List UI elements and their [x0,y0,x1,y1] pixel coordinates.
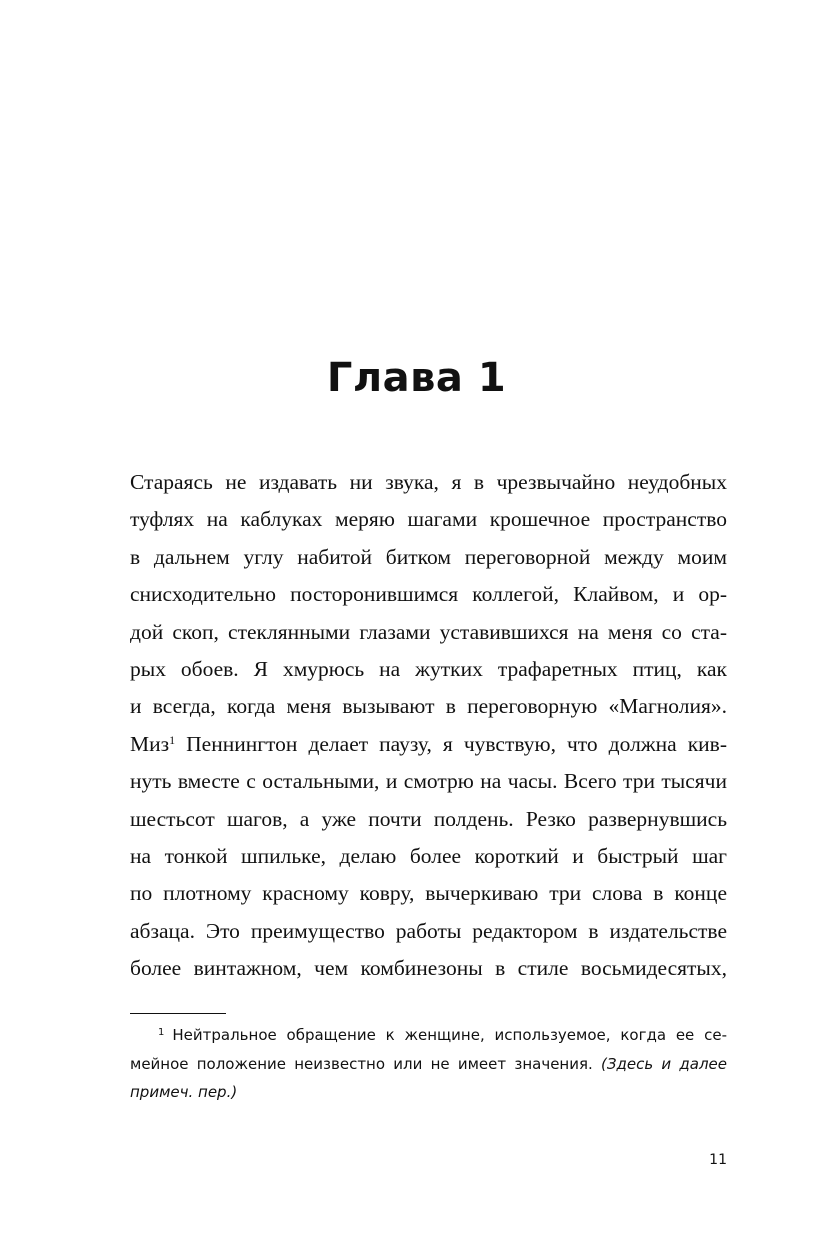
text-line: на тонкой шпильке, делаю более короткий и быстрый шаг [130,843,727,868]
text-line: шестьсот шагов, а уже почти полдень. Резко развернувшись [130,806,727,831]
footnote-mark: 1 [158,1027,165,1038]
footnote-line [130,1050,727,1079]
text-line: в дальнем углу набитой битком переговорной между моим [130,544,727,569]
text-line: по плотному красному ковру, вычеркиваю три слова в конце [130,881,727,906]
text-segment: Пеннингтон делает паузу, я чувствую, что должна кив- [175,731,727,756]
text-line: снисходительно посторонившимся коллегой, Клайвом, и ор- [130,582,727,607]
page-number: 11 [709,1152,727,1168]
text-line: Стараясь не издавать ни звука, я в чрезвычайно неудобных [130,470,727,494]
chapter-title: Глава 1 [326,355,507,401]
footnote-reference[interactable]: 1 [169,732,176,747]
text-line: и всегда, когда меня вызывают в переговорную «Магнолия». [130,694,727,719]
text-segment: Миз [130,731,170,756]
text-line: туфлях на каблуках меряю шагами крошечное пространство [130,507,727,532]
text-line: дой скоп, стеклянными глазами уставившихся на меня со ста- [130,619,727,644]
footnote-line [130,1021,727,1050]
text-line-with-footnote-ref [130,726,727,763]
footnote-text: мейное положение неизвестно или не имеет значения. [130,1054,602,1073]
text-line: нуть вместе с остальными, и смотрю на часы. Всего три тысячи [130,769,727,794]
footnote-text: Нейтральное обращение к женщине, используемое, когда ее се- [172,1026,727,1044]
text-line: рых обоев. Я хмурюсь на жутких трафаретных птиц, как [130,656,727,681]
footnote-divider [130,1013,226,1014]
text-line: более винтажном, чем комбинезоны в стиле восьмидесятых, [130,956,727,981]
footnote [130,1021,727,1107]
body-text [130,464,727,987]
text-line: абзаца. Это преимущество работы редактором в издательстве [130,918,727,943]
footnote-italic-text: (Здесь и далее [601,1054,727,1073]
footnote-line: примеч. пер.) [130,1083,238,1101]
